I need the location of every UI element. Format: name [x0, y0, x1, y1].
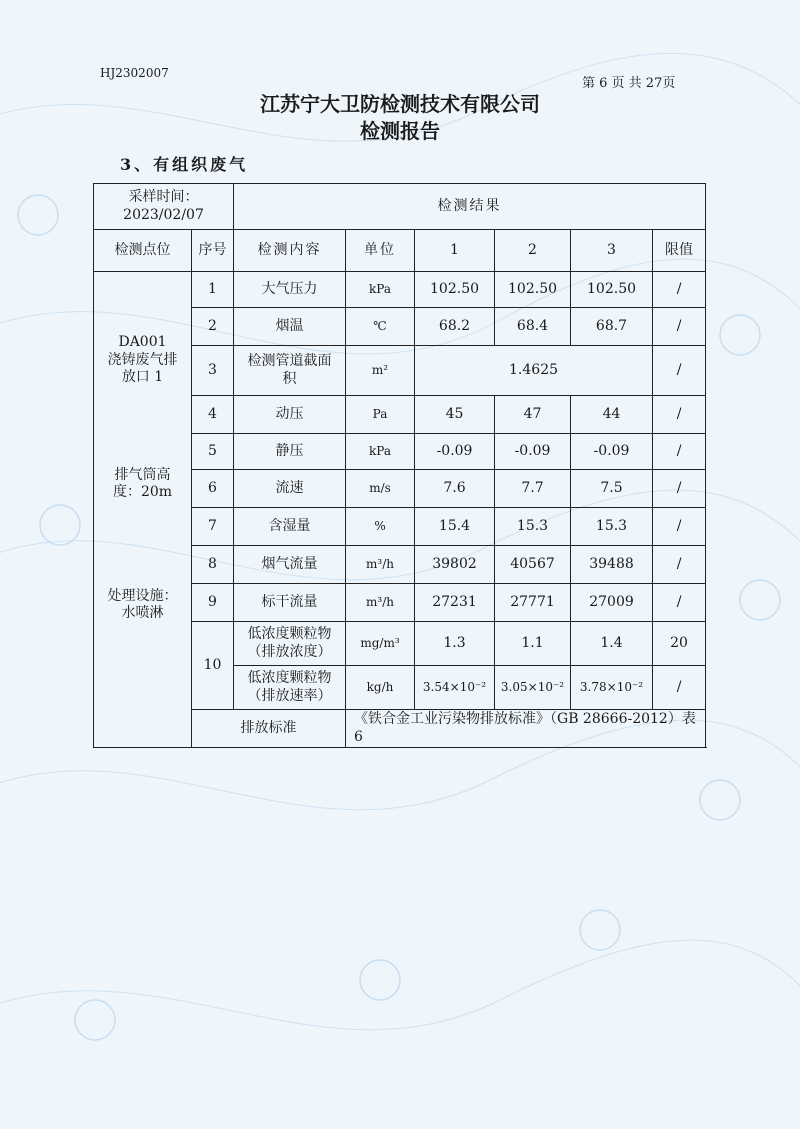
gas-test-table [93, 183, 706, 748]
point-cell [94, 272, 192, 748]
document-code: HJ2302007 [100, 66, 169, 80]
value-cell: 102.50 [415, 272, 495, 308]
unit-cell: mg/m³ [346, 622, 415, 666]
value-cell: 40567 [495, 546, 571, 584]
col-point: 检测点位 [94, 230, 192, 272]
seq-cell: 10 [192, 622, 234, 710]
limit-cell: / [653, 346, 706, 396]
value-cell: 7.7 [495, 470, 571, 508]
sampling-time-cell [94, 184, 234, 230]
seq-cell: 5 [192, 434, 234, 470]
value-cell: 68.7 [571, 308, 653, 346]
value-cell: 7.6 [415, 470, 495, 508]
value-cell: 39802 [415, 546, 495, 584]
item-cell: 烟温 [234, 308, 346, 346]
limit-cell: / [653, 584, 706, 622]
unit-cell: Pa [346, 396, 415, 434]
seq-cell: 2 [192, 308, 234, 346]
unit-cell: m/s [346, 470, 415, 508]
limit-cell: / [653, 508, 706, 546]
unit-cell: m³/h [346, 546, 415, 584]
value-cell: 27009 [571, 584, 653, 622]
sampling-date: 2023/02/07 [123, 206, 204, 223]
point-name: 浇铸废气排放口 1 [107, 351, 178, 385]
item-cell: 低浓度颗粒物（排放速率） [234, 666, 346, 710]
unit-cell: m³/h [346, 584, 415, 622]
unit-cell: kPa [346, 272, 415, 308]
facility: 处理设施：水喷淋 [107, 587, 178, 621]
value-cell: 1.3 [415, 622, 495, 666]
limit-cell: 20 [653, 622, 706, 666]
table-row [94, 272, 706, 308]
col-r1: 1 [415, 230, 495, 272]
item-cell: 烟气流量 [234, 546, 346, 584]
company-name: 江苏宁大卫防检测技术有限公司 [260, 92, 540, 116]
unit-cell: % [346, 508, 415, 546]
value-cell: 27231 [415, 584, 495, 622]
unit-cell: ℃ [346, 308, 415, 346]
col-seq: 序号 [192, 230, 234, 272]
seq-cell: 6 [192, 470, 234, 508]
limit-cell: / [653, 434, 706, 470]
value-cell: 68.4 [495, 308, 571, 346]
limit-cell: / [653, 396, 706, 434]
merged-value-cell: 1.4625 [415, 346, 653, 396]
value-cell: 39488 [571, 546, 653, 584]
value-cell: 27771 [495, 584, 571, 622]
limit-cell: / [653, 546, 706, 584]
value-cell: 3.78×10⁻² [571, 666, 653, 710]
column-header-row [94, 230, 706, 272]
value-cell: -0.09 [571, 434, 653, 470]
value-cell: 15.3 [571, 508, 653, 546]
item-cell: 标干流量 [234, 584, 346, 622]
report-title: 检测报告 [360, 119, 440, 143]
limit-cell: / [653, 308, 706, 346]
value-cell: 44 [571, 396, 653, 434]
col-limit: 限值 [653, 230, 706, 272]
value-cell: 45 [415, 396, 495, 434]
value-cell: 1.4 [571, 622, 653, 666]
point-id: DA001 [118, 334, 167, 350]
col-r2: 2 [495, 230, 571, 272]
sampling-label: 采样时间： [128, 189, 199, 205]
item-cell: 流速 [234, 470, 346, 508]
limit-cell: / [653, 470, 706, 508]
unit-cell: kPa [346, 434, 415, 470]
item-cell: 大气压力 [234, 272, 346, 308]
seq-cell: 8 [192, 546, 234, 584]
value-cell: 3.05×10⁻² [495, 666, 571, 710]
value-cell: 68.2 [415, 308, 495, 346]
item-cell: 含湿量 [234, 508, 346, 546]
value-cell: 15.4 [415, 508, 495, 546]
seq-cell: 9 [192, 584, 234, 622]
unit-cell: m² [346, 346, 415, 396]
value-cell: 47 [495, 396, 571, 434]
item-cell: 动压 [234, 396, 346, 434]
sampling-row [94, 184, 706, 230]
value-cell: 102.50 [571, 272, 653, 308]
item-cell: 检测管道截面积 [234, 346, 346, 396]
value-cell: 3.54×10⁻² [415, 666, 495, 710]
value-cell: -0.09 [495, 434, 571, 470]
col-r3: 3 [571, 230, 653, 272]
seq-cell: 4 [192, 396, 234, 434]
col-unit: 单位 [346, 230, 415, 272]
col-item: 检测内容 [234, 230, 346, 272]
section-title: 3、有组织废气 [120, 155, 249, 174]
item-cell: 低浓度颗粒物（排放浓度） [234, 622, 346, 666]
page-number: 第 6 页 共 27页 [582, 76, 676, 91]
results-header: 检测结果 [234, 184, 706, 230]
seq-cell: 3 [192, 346, 234, 396]
seq-cell: 1 [192, 272, 234, 308]
standard-value: 《铁合金工业污染物排放标准》（GB 28666-2012）表 6 [346, 710, 706, 748]
limit-cell: / [653, 272, 706, 308]
unit-cell: kg/h [346, 666, 415, 710]
value-cell: 15.3 [495, 508, 571, 546]
value-cell: 7.5 [571, 470, 653, 508]
seq-cell: 7 [192, 508, 234, 546]
value-cell: -0.09 [415, 434, 495, 470]
value-cell: 1.1 [495, 622, 571, 666]
item-cell: 静压 [234, 434, 346, 470]
value-cell: 102.50 [495, 272, 571, 308]
standard-label: 排放标准 [192, 710, 346, 748]
limit-cell: / [653, 666, 706, 710]
stack-height: 排气筒高度：20m [112, 466, 173, 500]
